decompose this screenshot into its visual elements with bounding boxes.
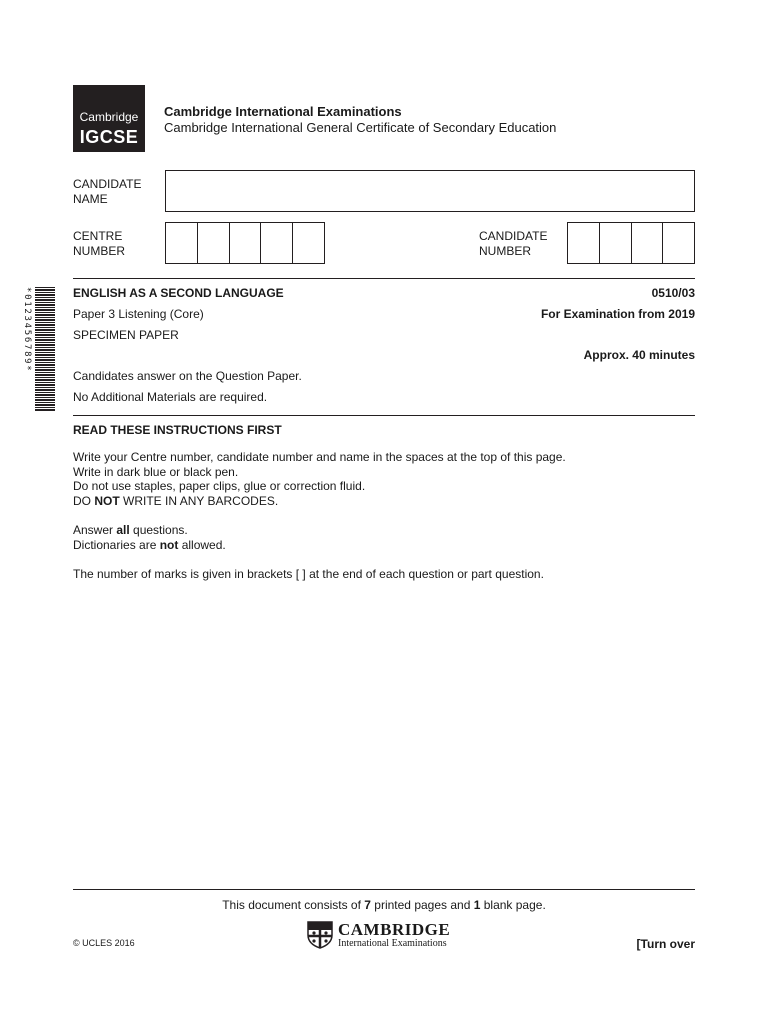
cambridge-igcse-logo [73, 85, 145, 152]
centre-number-cell[interactable] [166, 223, 197, 263]
candidate-number-field[interactable] [567, 222, 695, 264]
centre-number-label: CENTRE NUMBER [73, 229, 126, 258]
instructions-block [73, 523, 226, 552]
answer-on: Candidates answer on the Question Paper. [73, 369, 302, 383]
instruction-line: Write your Centre number, candidate number and name in the spaces at the top of this page. [73, 450, 566, 464]
instruction-line: Dictionaries are not allowed. [73, 537, 226, 552]
page-count: This document consists of 7 printed pages and 1 blank page. [222, 898, 546, 912]
divider [73, 889, 695, 890]
candidate-name-label: CANDIDATE NAME [73, 177, 142, 206]
cambridge-wordmark: CAMBRIDGE [338, 920, 451, 939]
logo-line-1: Cambridge [79, 110, 139, 124]
exam-from: For Examination from 2019 [540, 307, 695, 321]
divider [73, 278, 695, 279]
candidate-number-cell[interactable] [568, 223, 599, 263]
cambridge-crest-icon [307, 921, 333, 949]
barcode [22, 287, 32, 415]
centre-number-field[interactable] [165, 222, 325, 264]
materials: No Additional Materials are required. [73, 390, 268, 404]
candidate-number-cell[interactable] [662, 223, 694, 263]
instruction-line: Do not use staples, paper clips, glue or correction fluid. [73, 479, 366, 494]
candidate-number-label: CANDIDATE NUMBER [479, 229, 548, 258]
candidate-number-cell[interactable] [631, 223, 663, 263]
turn-over: [Turn over [636, 937, 695, 951]
divider [73, 415, 695, 416]
copyright: © UCLES 2016 [73, 938, 135, 948]
duration: Approx. 40 minutes [583, 348, 695, 362]
centre-number-cell[interactable] [229, 223, 261, 263]
organisation-name: Cambridge International Examinations [164, 104, 402, 119]
barcode-bars-icon [35, 287, 55, 412]
qualification-name: Cambridge International General Certificate of Secondary Education [164, 120, 557, 135]
centre-number-cell[interactable] [197, 223, 229, 263]
centre-number-cell[interactable] [260, 223, 292, 263]
candidate-number-cell[interactable] [599, 223, 631, 263]
instruction-line: The number of marks is given in brackets [ ] at the end of each question or part question. [73, 567, 544, 581]
paper-type: SPECIMEN PAPER [73, 328, 179, 342]
syllabus-code: 0510/03 [651, 286, 695, 300]
instruction-line: DO NOT WRITE IN ANY BARCODES. [73, 493, 279, 508]
candidate-name-field[interactable] [165, 170, 695, 212]
instruction-line: Write in dark blue or black pen. [73, 464, 239, 479]
logo-line-2: IGCSE [79, 127, 139, 147]
barcode-text: *0123456789* [22, 287, 32, 373]
subject-title: ENGLISH AS A SECOND LANGUAGE [73, 286, 284, 300]
paper-component: Paper 3 Listening (Core) [73, 307, 204, 321]
centre-number-cell[interactable] [292, 223, 324, 263]
cambridge-wordmark-sub: International Examinations [338, 938, 447, 949]
instruction-line: Answer all questions. [73, 523, 188, 537]
instructions-block [73, 450, 566, 508]
instructions-heading: READ THESE INSTRUCTIONS FIRST [73, 423, 282, 437]
